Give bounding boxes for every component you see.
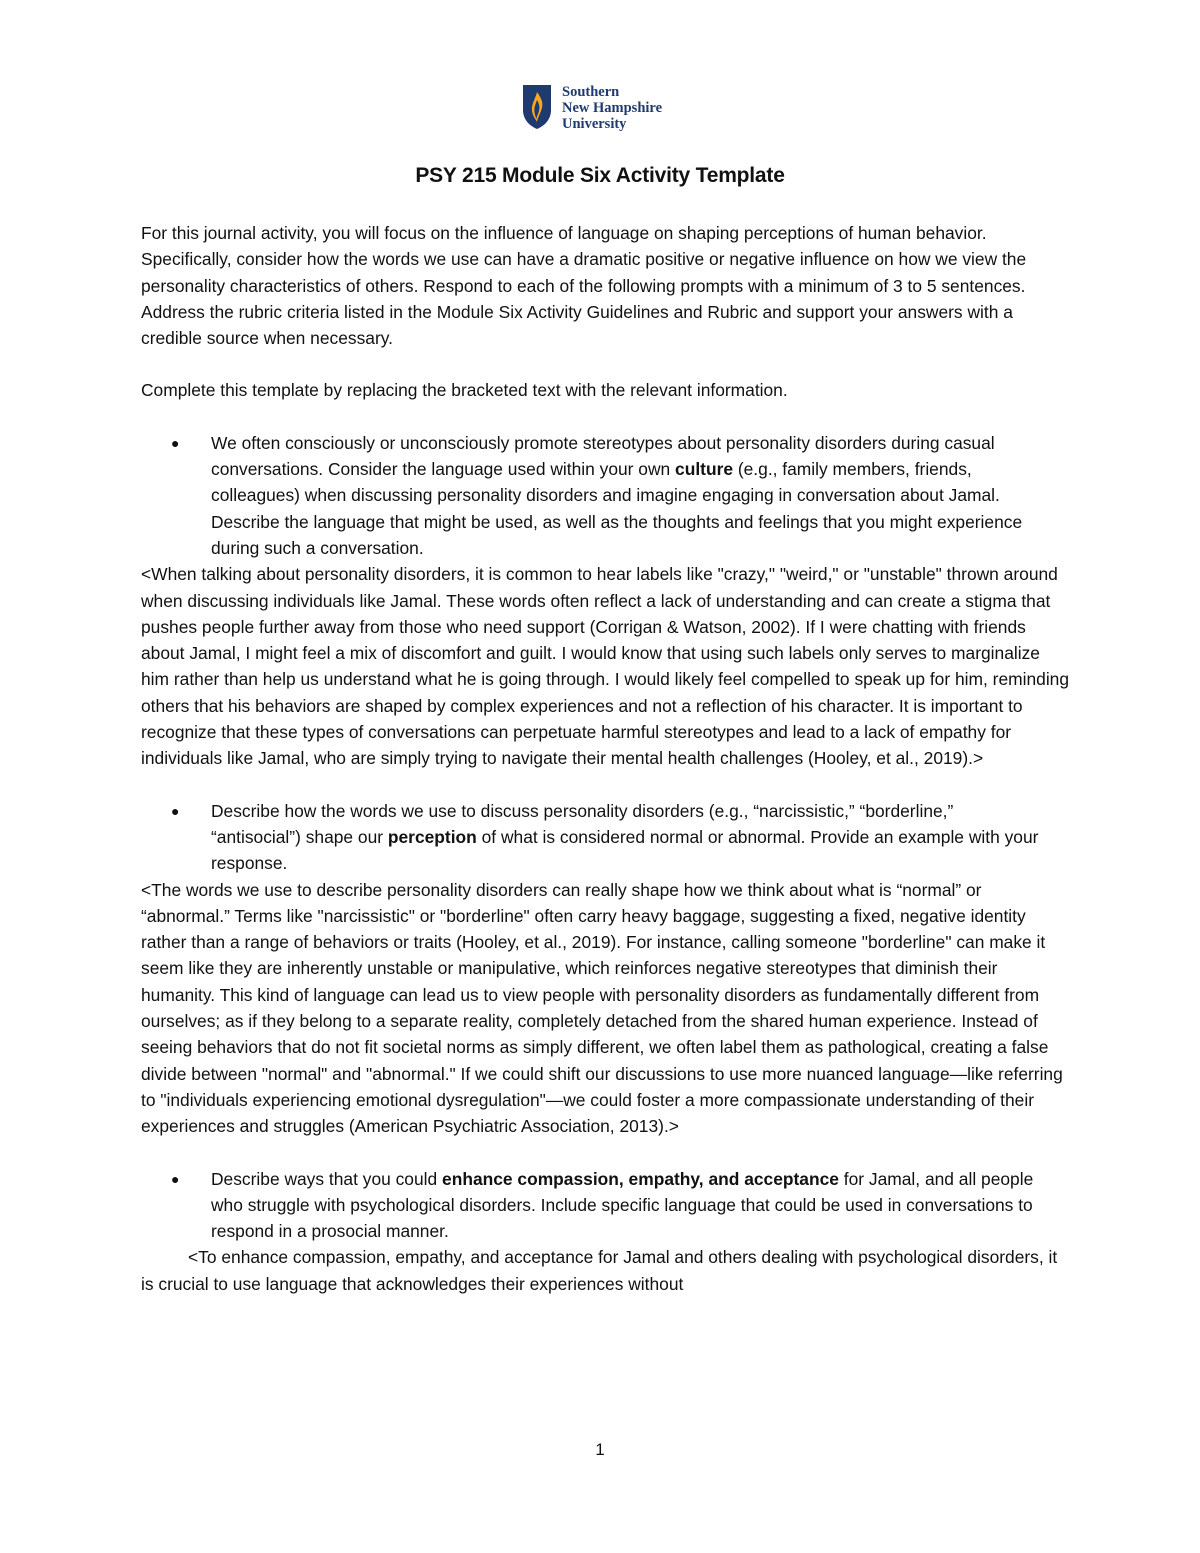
- bullet-icon: ●: [171, 434, 180, 451]
- intro-paragraph: For this journal activity, you will focus on the influence of language on shaping perceptions of human behavior. Specifically, consider how the words we use can have a dramatic positive or negative influence on how we view the personality characteristics of others. Respond to each of the following prompts with a minimum of 3 to 5 sentences. Address the rubric criteria listed in the Module Six Activity Guidelines and Rubric and support your answers with a credible source when necessary.: [141, 223, 1027, 349]
- page-title: PSY 215 Module Six Activity Template: [415, 164, 785, 187]
- prompt-item: [141, 430, 1071, 561]
- instruction-paragraph: Complete this template by replacing the bracketed text with the relevant information.: [141, 380, 788, 401]
- prompt-text-part: of what is considered normal or abnormal. Provide an example with your response.: [211, 826, 1039, 874]
- response-paragraph: <To enhance compassion, empathy, and acceptance for Jamal and others dealing with psychological disorders, it is crucial to use language that acknowledges their experiences without: [141, 1247, 1058, 1294]
- document-body: [141, 220, 1071, 1297]
- response-paragraph: <When talking about personality disorders, it is common to hear labels like "crazy," "weird," or "unstable" thrown around when discussing individuals like Jamal. These words often reflect a lack of understanding and can create a stigma that pushes people further away from those who need support (Corrigan & Watson, 2002). If I were chatting with friends about Jamal, I might feel a mix of discomfort and guilt. I would know that using such labels only serves to marginalize him rather than help us understand what he is going through. I would likely feel compelled to speak up for him, reminding others that his behaviors are shaped by complex experiences and not a reflection of his character. It is important to recognize that these types of conversations can perpetuate harmful stereotypes and lead to a lack of empathy for individuals like Jamal, who are simply trying to navigate their mental health challenges (Hooley, et al., 2019).>: [141, 564, 1070, 769]
- prompt-text-part: Describe how the words we use to discuss personality disorders (e.g., “narcissistic,” “borderline,” “antisocial”) shape our: [211, 800, 954, 847]
- bullet-icon: ●: [171, 802, 180, 819]
- prompt-text-part: We often consciously or unconsciously promote stereotypes about personality disorders during casual conversations. Consider the language used within your own: [211, 432, 995, 480]
- prompt-text: [211, 798, 1046, 877]
- bullet-icon: ●: [171, 1170, 180, 1187]
- logo-line-1: Southern: [562, 84, 620, 100]
- prompt-text-part: for Jamal, and all people who struggle with psychological disorders. Include specific language that could be used in conversations to respond in a prosocial manner.: [211, 1168, 1034, 1242]
- response-paragraph: <The words we use to describe personality disorders can really shape how we think about what is “normal” or “abnormal.” Terms like "narcissistic" or "borderline" often carry heavy baggage, suggesting a fixed, negative identity rather than a range of behaviors or traits (Hooley, et al., 2019). For instance, calling someone "borderline" can make it seem like they are inherently unstable or manipulative, which reinforces negative stereotypes that diminish their humanity. This kind of language can lead us to view people with personality disorders as fundamentally different from ourselves; as if they belong to a separate reality, completely detached from the shared human experience. Instead of seeing behaviors that do not fit societal norms as simply different, we often label them as pathological, creating a false divide between "normal" and "abnormal." If we could shift our discussions to use more nuanced language—like referring to "individuals experiencing emotional dysregulation"—we could foster a more compassionate understanding of their experiences and struggles (American Psychiatric Association, 2013).>: [141, 879, 1063, 1137]
- flame-shield-icon: [522, 84, 552, 130]
- logo-wordmark: [562, 84, 662, 132]
- prompt-text: [211, 1166, 1046, 1245]
- logo-line-3: University: [562, 116, 627, 132]
- prompt-text: [211, 430, 1046, 561]
- prompt-keyword: culture: [675, 459, 734, 480]
- prompt-text-part: (e.g., family members, friends, colleagues) when discussing personality disorders and imagine engaging in conversation about Jamal. Describe the language that might be used, as well as the thoughts and feelings that you might experience during such a conversation.: [211, 459, 1023, 558]
- university-logo: [522, 84, 662, 132]
- prompt-item: [141, 1166, 1071, 1245]
- prompt-keyword: perception: [387, 826, 477, 847]
- page-number: 1: [595, 1440, 605, 1459]
- logo-line-2: New Hampshire: [562, 100, 663, 116]
- prompt-keyword: enhance compassion, empathy, and acceptance: [442, 1168, 839, 1189]
- prompt-item: [141, 798, 1071, 877]
- prompt-text-part: Describe ways that you could: [211, 1168, 443, 1189]
